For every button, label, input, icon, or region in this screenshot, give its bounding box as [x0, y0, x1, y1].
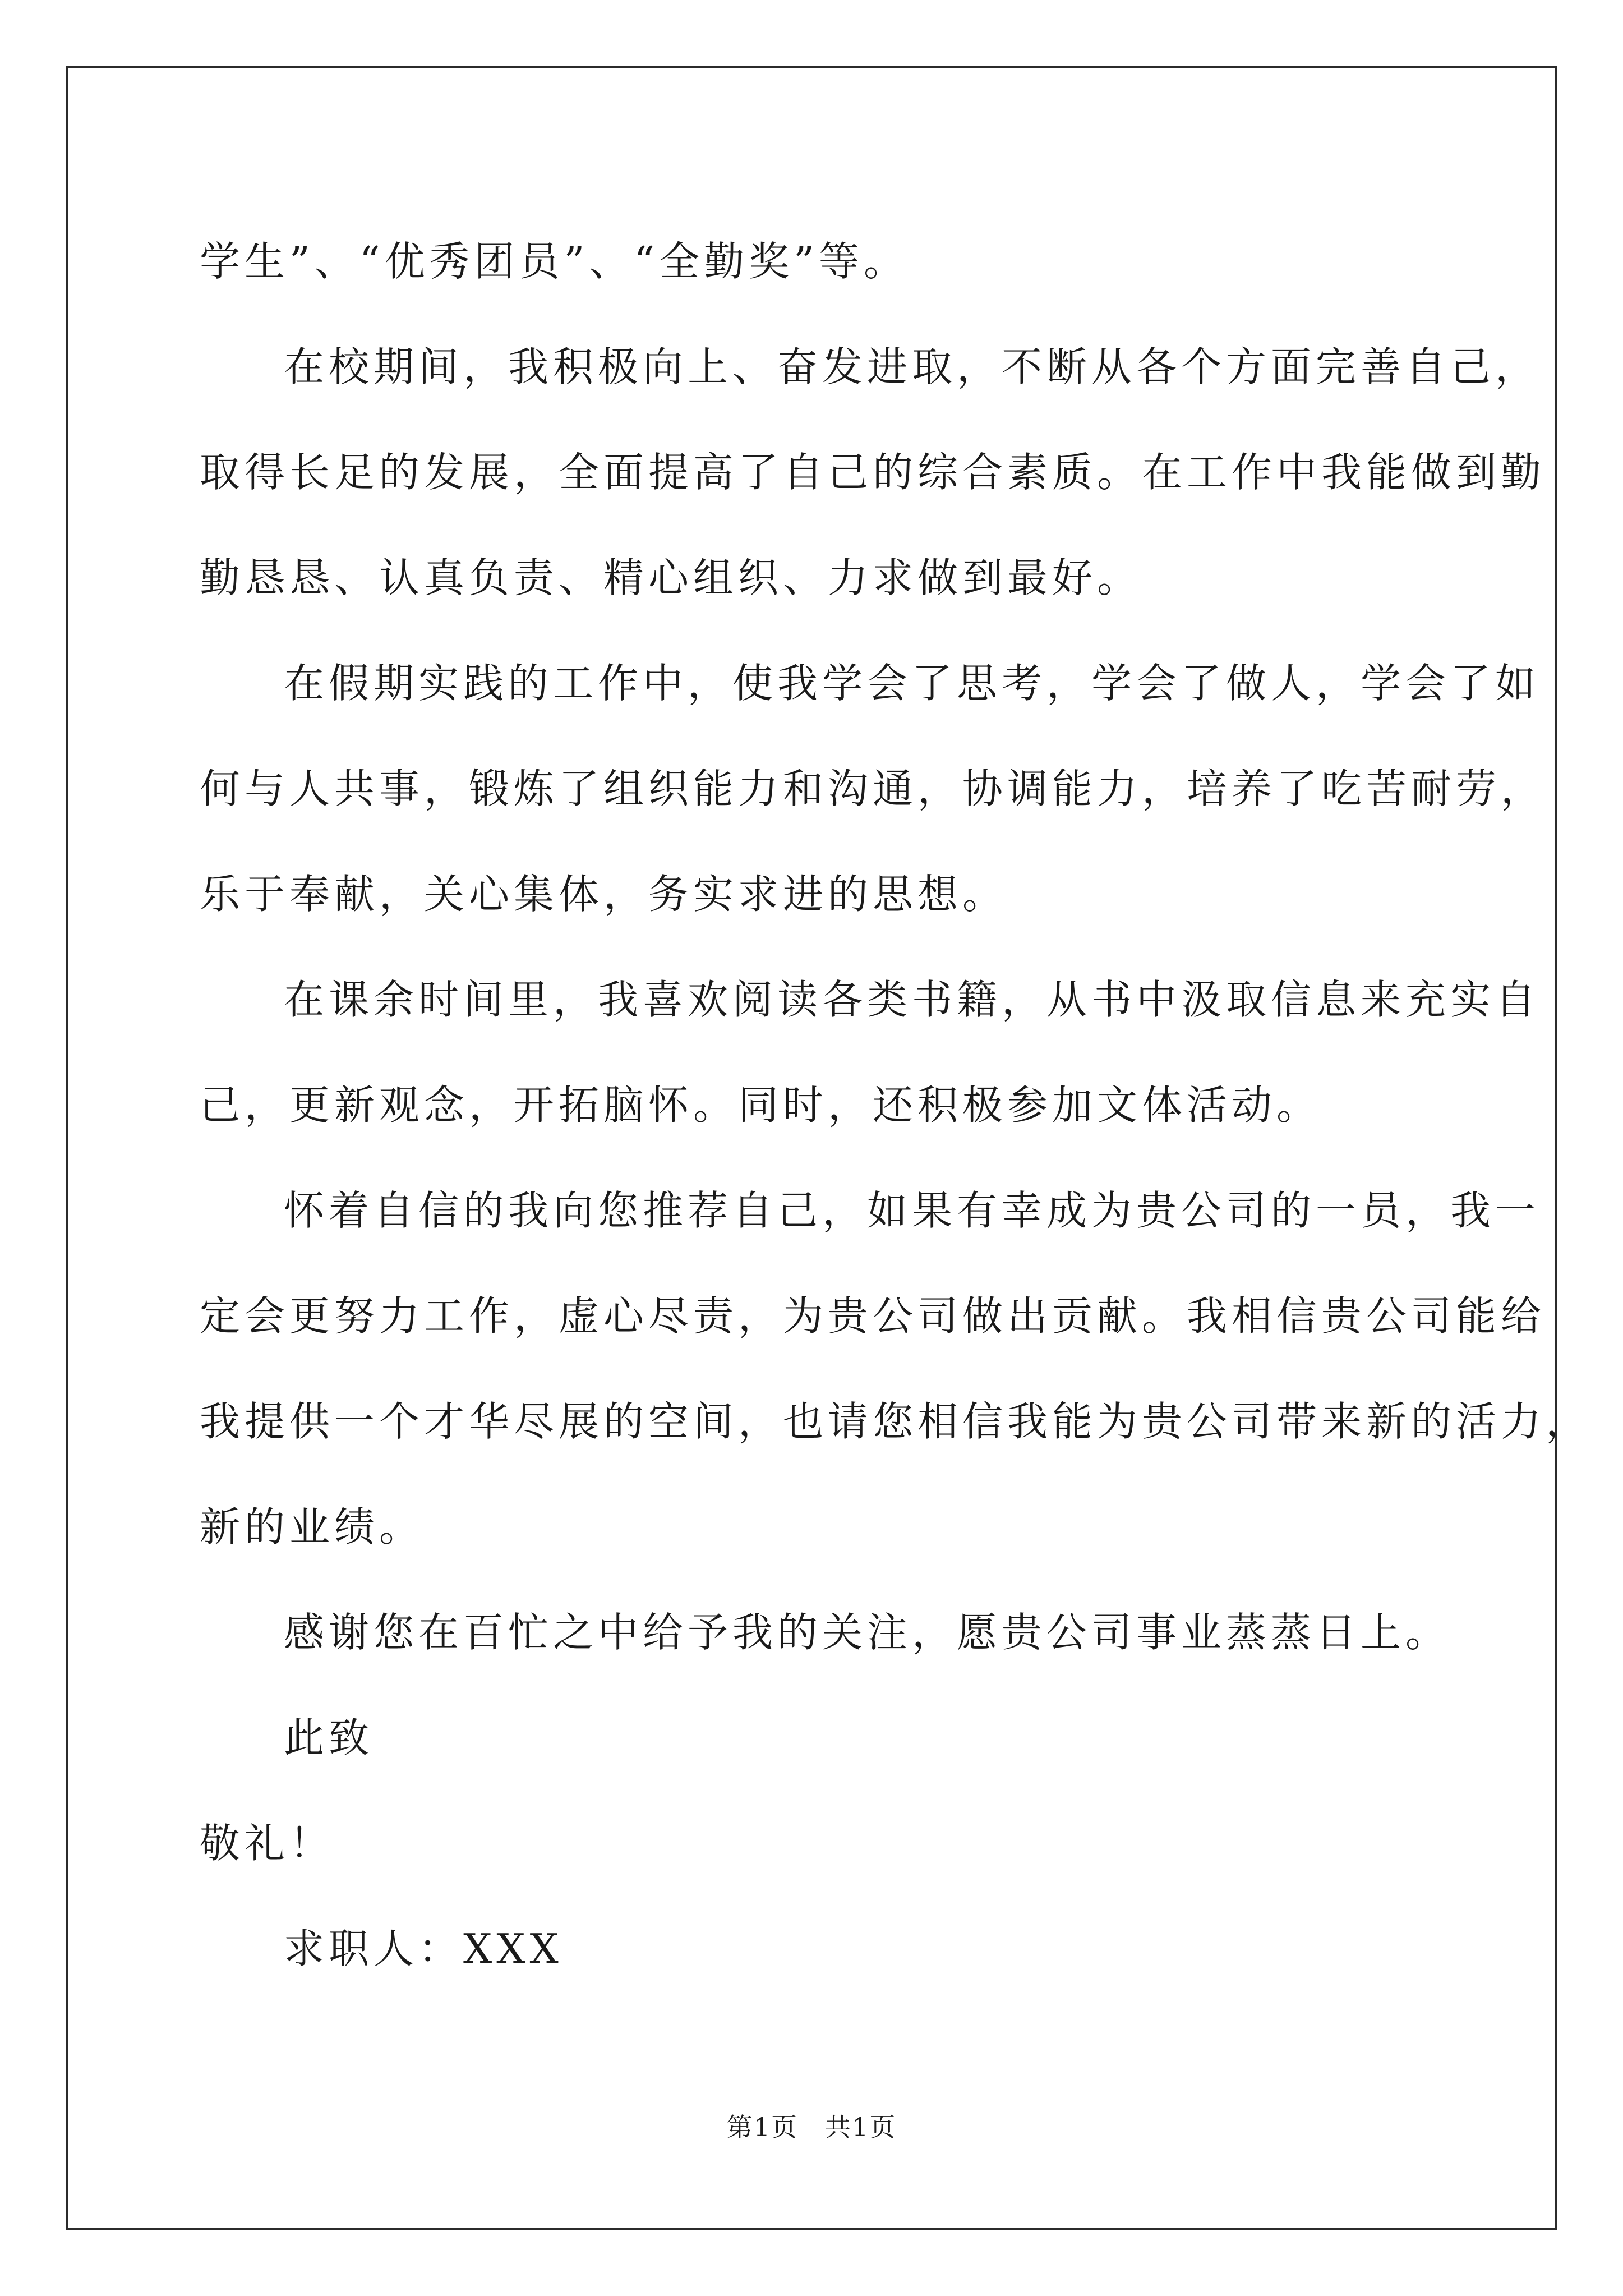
- text-line: 乐于奉献，关心集体，务实求进的思想。: [200, 871, 1008, 918]
- text-line: 定会更努力工作，虚心尽责，为贵公司做出贡献。我相信贵公司能给: [200, 1292, 1546, 1340]
- text-line: 在校期间，我积极向上、奋发进取，不断从各个方面完善自己，: [284, 343, 1541, 390]
- text-line: 我提供一个才华尽展的空间，也请您相信我能为贵公司带来新的活力，: [200, 1398, 1591, 1445]
- salutation: 敬礼！: [200, 1820, 335, 1867]
- closing-phrase: 此致: [284, 1714, 374, 1761]
- letter-body: [200, 209, 1591, 2001]
- text-line: 新的业绩。: [200, 1503, 425, 1550]
- text-line: 取得长足的发展，全面提高了自己的综合素质。在工作中我能做到勤: [200, 449, 1546, 496]
- text-line: 感谢您在百忙之中给予我的关注，愿贵公司事业蒸蒸日上。: [284, 1609, 1451, 1656]
- text-line: 勤恳恳、认真负责、精心组织、力求做到最好。: [200, 554, 1142, 601]
- text-line: 在课余时间里，我喜欢阅读各类书籍，从书中汲取信息来充实自: [284, 976, 1541, 1023]
- text-line: 己，更新观念，开拓脑怀。同时，还积极参加文体活动。: [200, 1082, 1322, 1129]
- text-line: 怀着自信的我向您推荐自己，如果有幸成为贵公司的一员，我一: [284, 1187, 1541, 1234]
- text-line: 何与人共事，锻炼了组织能力和沟通，协调能力，培养了吃苦耐劳，: [200, 765, 1546, 812]
- signature-line: 求职人：XXX: [284, 1925, 563, 1972]
- page-number: 第1页 共1页: [726, 2112, 897, 2142]
- text-line: 学生”、“优秀团员”、“全勤奖”等。: [200, 238, 909, 285]
- text-line: 在假期实践的工作中，使我学会了思考，学会了做人，学会了如: [284, 660, 1541, 707]
